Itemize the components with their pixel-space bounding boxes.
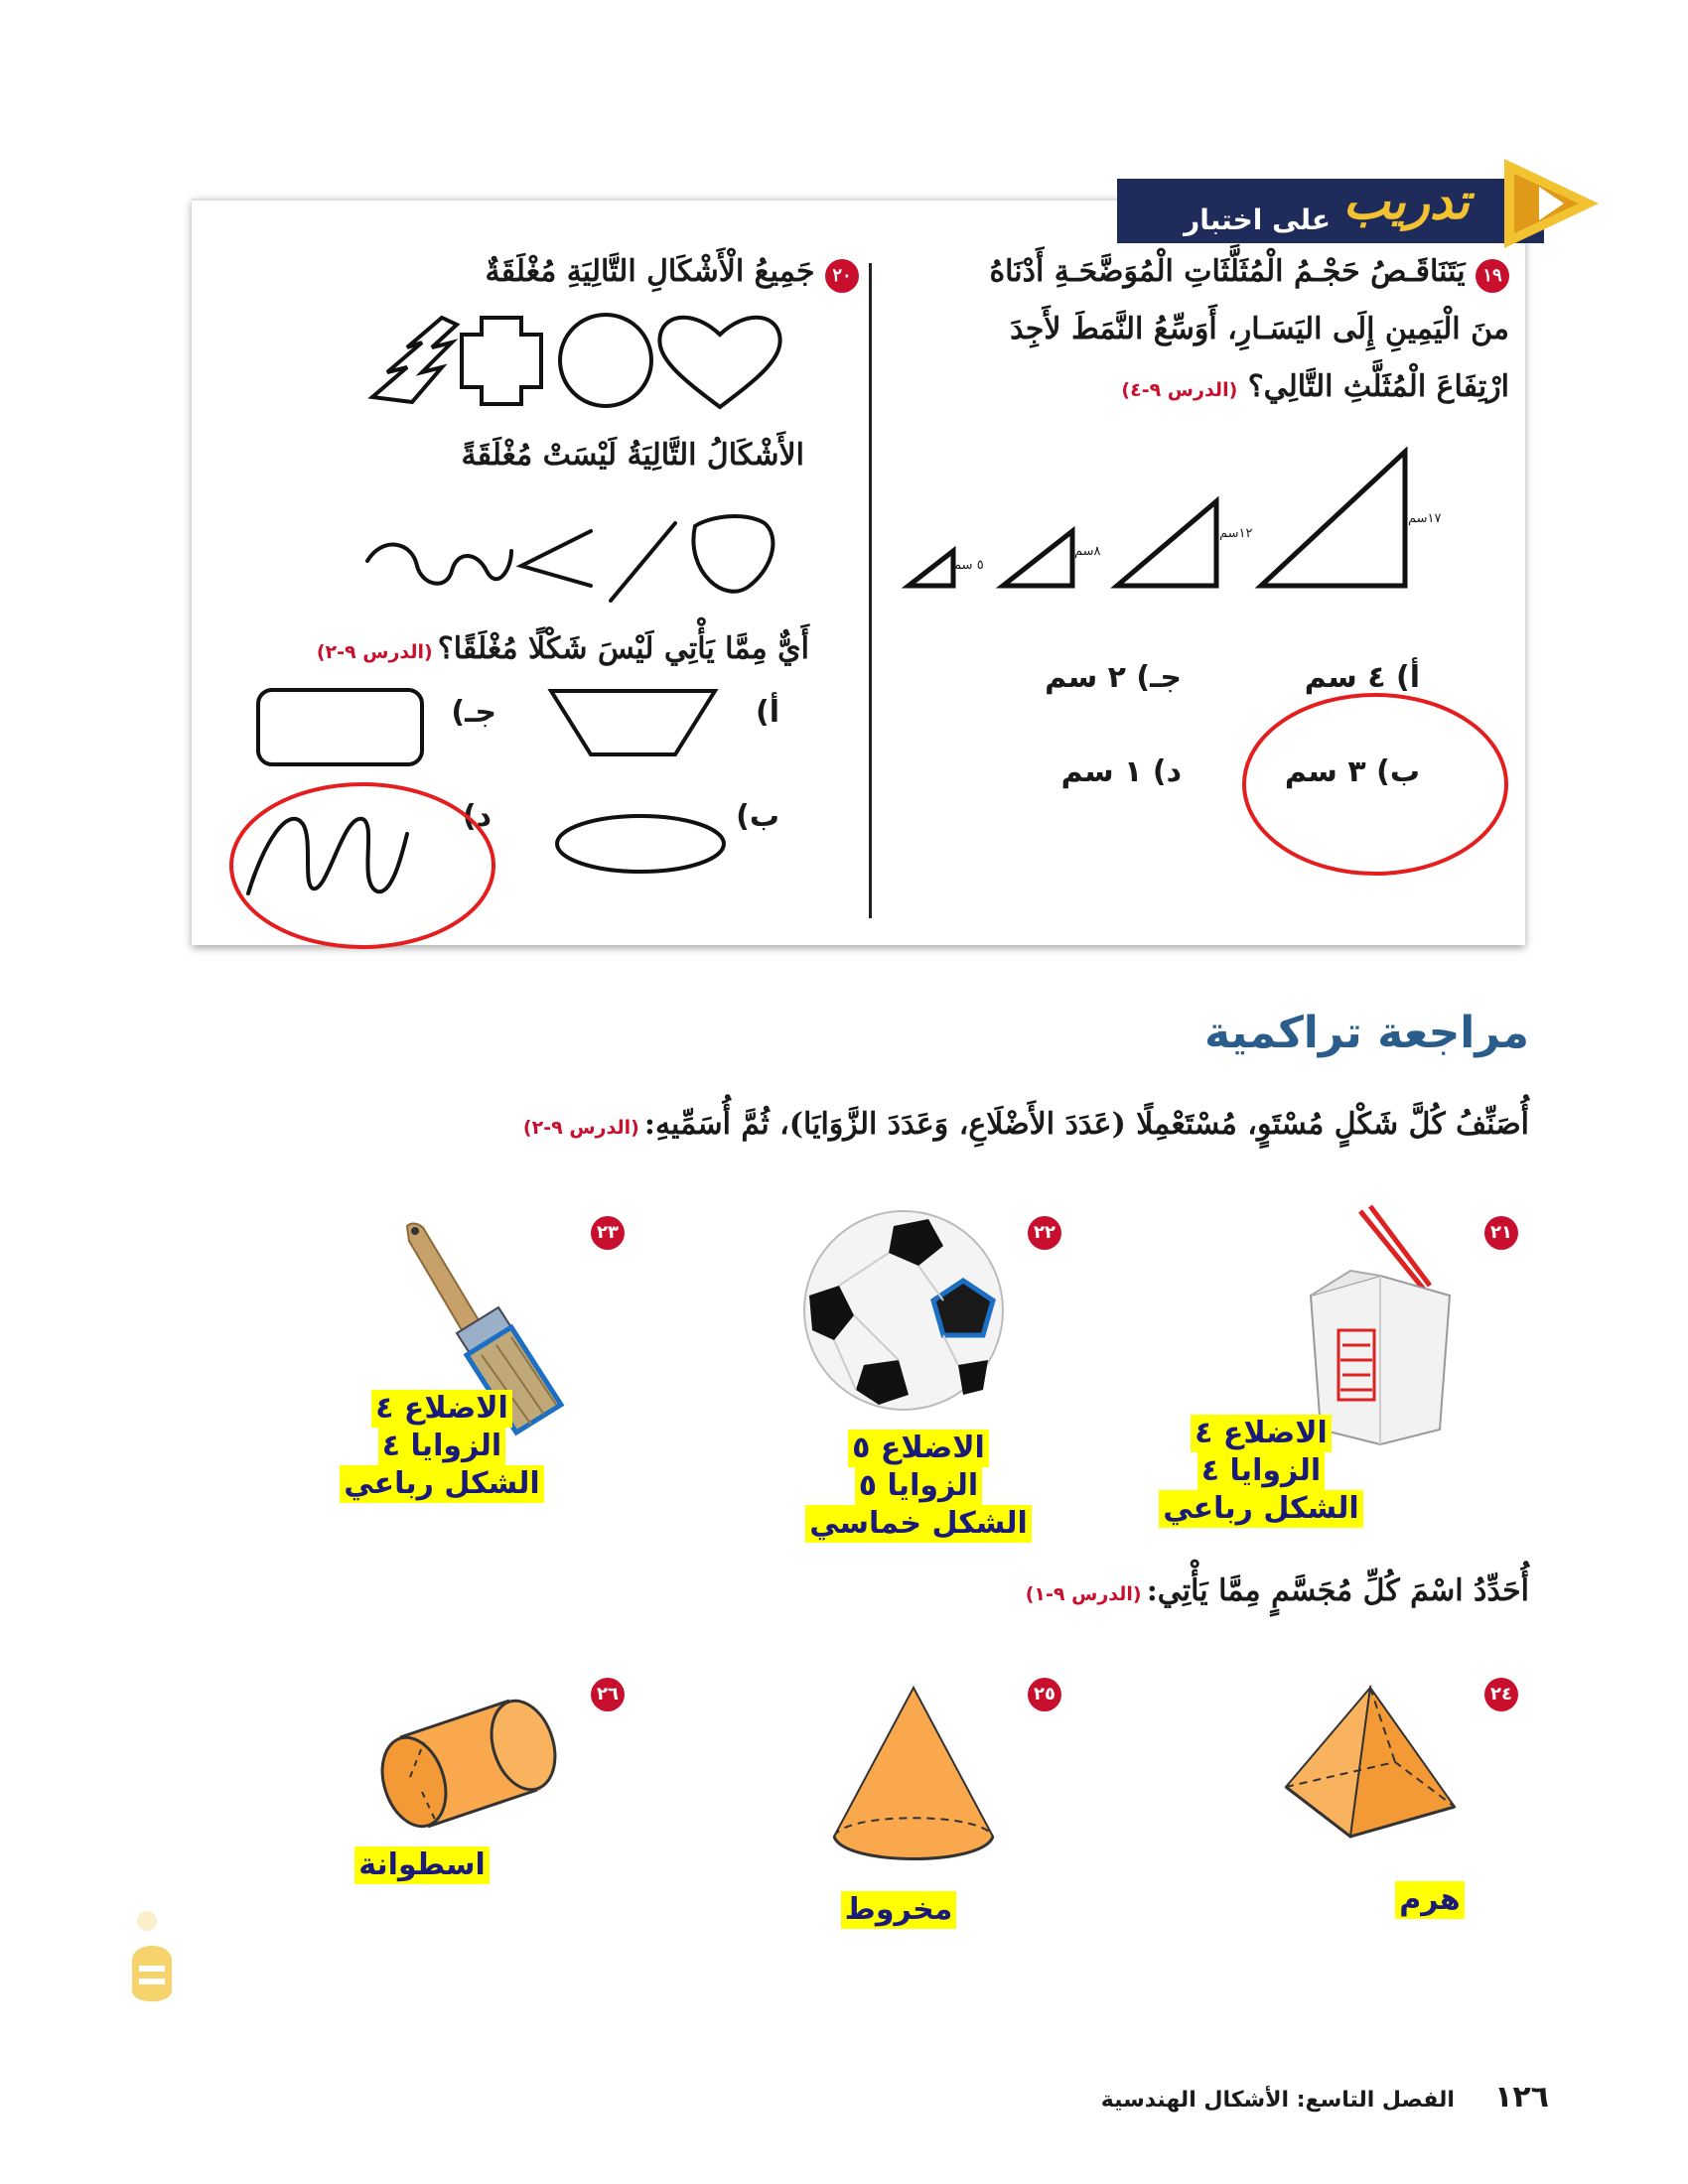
question-20-ask bbox=[218, 620, 809, 678]
instruction-text: أُصَنِّفُ كُلَّ شَكْلٍ مُسْتَوٍ، مُسْتَعْمِلًا (عَدَدَ الأَضْلَاعِ، وَعَدَدَ الزَّوَايَا)، ثُمَّ أُسَمِّيهِ: bbox=[643, 1107, 1529, 1142]
question-text-line: منَ الْيَمِينِ إِلَى اليَسَـارِ، أَوَسِّعُ النَّمَطَ لأَجِدَ bbox=[1010, 312, 1509, 346]
logo-watermark bbox=[117, 1901, 187, 2010]
triangle-5 bbox=[909, 551, 953, 586]
column-divider bbox=[869, 263, 872, 918]
question-text-line: يَتَنَاقَـصُ حَجْـمُ الْمُثَلَّثَاتِ الْمُوَضَّحَـةِ أَدْنَاهُ bbox=[989, 254, 1466, 289]
answer-text: اسطوانة bbox=[354, 1846, 490, 1884]
triangle-17 bbox=[1261, 452, 1405, 586]
answer-circle-q19 bbox=[1236, 685, 1514, 884]
lesson-ref: (الدرس ٩-١) bbox=[1025, 1583, 1142, 1605]
angle-shape bbox=[521, 531, 591, 586]
triangle-label: ٥ سم bbox=[953, 558, 984, 573]
question-number: ٢١ bbox=[1484, 1216, 1518, 1250]
question-number: ٢٤ bbox=[1484, 1678, 1518, 1711]
lightning-shape bbox=[372, 318, 457, 402]
trapezoid-shape bbox=[546, 683, 720, 762]
cylinder-image bbox=[362, 1683, 561, 1842]
answer-q25 bbox=[834, 1891, 963, 1929]
cone-image bbox=[824, 1678, 1003, 1866]
answer-line: الشكل خماسي bbox=[805, 1505, 1032, 1543]
option-d[interactable]: د) bbox=[462, 799, 492, 834]
triangle-label: ٨سم bbox=[1074, 544, 1101, 559]
answer-q21 bbox=[1152, 1415, 1370, 1528]
question-number: ٢٢ bbox=[1028, 1216, 1061, 1250]
question-number: ٢٠ bbox=[825, 259, 859, 293]
open-curve-shape bbox=[693, 516, 773, 592]
question-number: ٢٦ bbox=[591, 1678, 625, 1711]
ellipse-shape bbox=[551, 809, 730, 879]
takeout-box-image bbox=[1291, 1201, 1470, 1449]
instruction-text: أُحَدِّدُ اسْمَ كُلِّ مُجَسَّمٍ مِمَّا يَأْتِي: bbox=[1146, 1573, 1529, 1608]
option-c[interactable]: جـ) bbox=[451, 695, 496, 730]
question-text-line: جَمِيعُ الْأَشْكَالِ التَّالِيَةِ مُغْلَقَةٌ bbox=[485, 254, 815, 289]
triangle-8 bbox=[1003, 531, 1072, 586]
answer-line: الاضلاع ٥ bbox=[848, 1430, 989, 1467]
banner-title-main: تدريب bbox=[1342, 172, 1470, 230]
instruction-classify bbox=[417, 1107, 1529, 1142]
page-number: ١٢٦ bbox=[1494, 2080, 1549, 2115]
chapter-title: الفصل التاسع: الأشكال الهندسية bbox=[1100, 2088, 1455, 2113]
heart-shape bbox=[659, 318, 779, 407]
rounded-rectangle-shape bbox=[253, 685, 427, 769]
cross-shape bbox=[462, 318, 541, 404]
circle-shape bbox=[560, 315, 651, 406]
wavy-curve-shape bbox=[367, 545, 511, 584]
answer-text: هرم bbox=[1395, 1881, 1464, 1919]
section-title: مراجعة تراكمية bbox=[1204, 1008, 1529, 1058]
answer-line: الزوايا ٤ bbox=[1197, 1452, 1325, 1490]
answer-q26 bbox=[343, 1846, 501, 1884]
option-b[interactable]: ب) bbox=[736, 799, 779, 834]
triangle-12 bbox=[1117, 501, 1216, 586]
answer-text: مخروط bbox=[841, 1891, 957, 1929]
question-20 bbox=[298, 243, 859, 301]
answer-line: الاضلاع ٤ bbox=[1191, 1415, 1332, 1452]
option-a[interactable]: أ) bbox=[756, 695, 779, 730]
option-c[interactable]: جـ) ٢ سم bbox=[1045, 660, 1182, 695]
question-number: ٢٥ bbox=[1028, 1678, 1061, 1711]
lesson-ref: (الدرس ٩-٤) bbox=[1121, 379, 1238, 401]
open-shapes bbox=[357, 511, 784, 611]
line-segment-shape bbox=[611, 523, 675, 601]
pyramid-image bbox=[1276, 1678, 1475, 1856]
closed-shapes bbox=[362, 303, 789, 422]
option-a[interactable]: أ) ٤ سم bbox=[1304, 660, 1420, 695]
option-d[interactable]: د) ١ سم bbox=[1060, 754, 1182, 789]
banner-subtitle: على اختبار bbox=[1184, 204, 1331, 236]
question-number: ١٩ bbox=[1476, 259, 1509, 293]
answer-line: الاضلاع ٤ bbox=[371, 1390, 512, 1428]
answer-line: الشكل رباعي bbox=[340, 1465, 543, 1503]
answer-q24 bbox=[1390, 1881, 1470, 1919]
triangle-label: ١٢سم bbox=[1219, 526, 1253, 541]
lesson-ref: (الدرس ٩-٢) bbox=[316, 641, 433, 663]
answer-q23 bbox=[328, 1390, 556, 1503]
answer-line: الزوايا ٤ bbox=[378, 1428, 505, 1465]
question-number: ٢٣ bbox=[591, 1216, 625, 1250]
answer-line: الشكل رباعي bbox=[1159, 1490, 1362, 1528]
question-text-line: ارْتِفَاعَ الْمُثَلَّثِ التَّالِي؟ bbox=[1247, 369, 1509, 404]
triangle-label: ١٧سم bbox=[1408, 511, 1442, 526]
answer-q22 bbox=[804, 1430, 1033, 1543]
option-b[interactable]: ب) ٣ سم bbox=[1284, 754, 1420, 789]
question-19 bbox=[874, 243, 1509, 419]
soccer-ball-image bbox=[794, 1201, 1013, 1420]
page-footer bbox=[993, 2080, 1549, 2115]
answer-circle-q20 bbox=[223, 779, 501, 953]
question-text-line: الأَشْكَالُ التَّالِيَةُ لَيْسَتْ مُغْلَقَةً bbox=[461, 438, 804, 473]
answer-line: الزوايا ٥ bbox=[855, 1467, 982, 1505]
question-text-line: أَيٌّ مِمَّا يَأْتِي لَيْسَ شَكْلًا مُغْلَقًا؟ bbox=[437, 631, 809, 666]
instruction-solids bbox=[894, 1573, 1529, 1608]
lesson-ref: (الدرس ٩-٢) bbox=[522, 1117, 639, 1139]
